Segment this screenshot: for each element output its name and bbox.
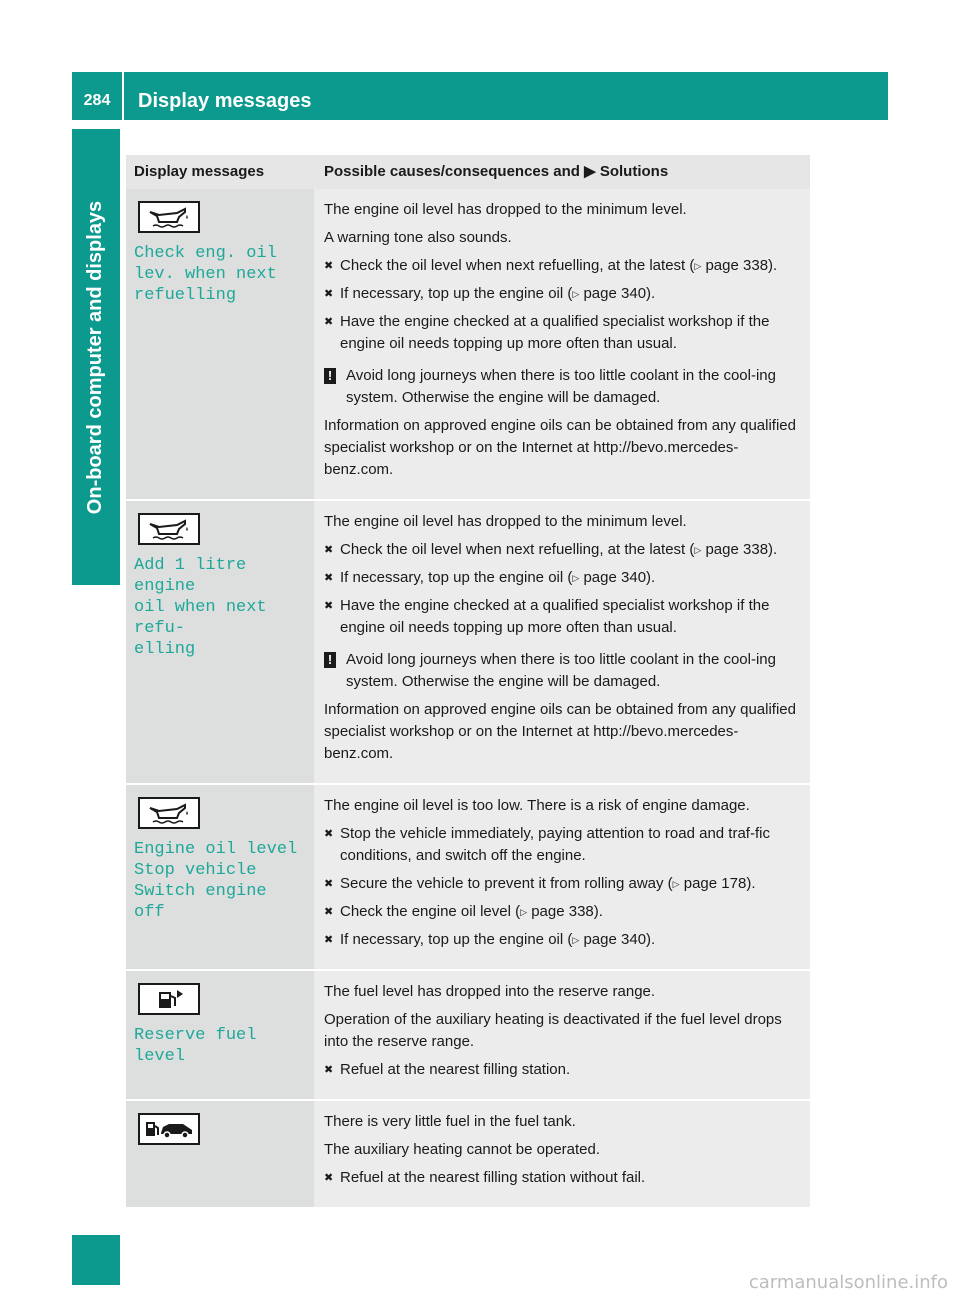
warning-note (324, 365, 802, 409)
step-arrow-icon: ✖ (324, 572, 334, 584)
page-reference-link[interactable]: page 340 (583, 931, 647, 948)
step-arrow-icon: ✖ (324, 1064, 334, 1076)
page-reference-link[interactable]: page 178 (683, 875, 747, 892)
fuel-car-icon (138, 1113, 200, 1145)
page-ref-triangle-icon: ▷ (672, 879, 680, 889)
page-ref-triangle-icon: ▷ (694, 261, 702, 271)
page-reference-link[interactable]: page 338 (531, 903, 594, 920)
solution-step: ✖ Refuel at the nearest filling station without fail. (324, 1167, 802, 1189)
table-row (126, 784, 810, 970)
solutions-cell (314, 970, 810, 1100)
step-arrow-icon: ✖ (324, 878, 334, 890)
step-arrow-icon: ✖ (324, 288, 334, 300)
page-ref-triangle-icon: ▷ (572, 289, 580, 299)
page-reference-link[interactable]: page 338 (705, 257, 769, 274)
solution-step: ✖ Secure the vehicle to prevent it from rolling away (▷ page 178). (324, 873, 802, 895)
page-header (72, 72, 888, 120)
info-text: Information on approved engine oils can be obtained from any qualified specialist workshop or on the Internet at http://bevo.mercedes-benz.com. (324, 417, 796, 478)
cause-text: A warning tone also sounds. (324, 229, 512, 246)
triangle-arrow-icon: ▶ (584, 163, 596, 180)
side-tab-label: On-board computer and displays (84, 200, 107, 514)
solution-step: ✖ Have the engine checked at a qualified specialist workshop if the engine oil needs topping up more often than usual. (324, 595, 802, 639)
oil-can-icon (138, 513, 200, 545)
table-row (126, 970, 810, 1100)
step-arrow-icon: ✖ (324, 316, 334, 328)
page-ref-triangle-icon: ▷ (572, 935, 580, 945)
warning-icon: ! (324, 652, 336, 668)
cause-text: There is very little fuel in the fuel tank. (324, 1113, 576, 1130)
column-header-solutions: Possible causes/consequences and ▶ Solutions (314, 155, 810, 189)
warning-text: Avoid long journeys when there is too little coolant in the cool-ing system. Otherwise the engine will be damaged. (346, 651, 776, 690)
solution-step: ✖ Check the engine oil level (▷ page 338). (324, 901, 802, 923)
step-arrow-icon: ✖ (324, 1172, 334, 1184)
info-text: Information on approved engine oils can be obtained from any qualified specialist workshop or on the Internet at http://bevo.mercedes-benz.com. (324, 701, 796, 762)
solution-step: ✖ Check the oil level when next refuelling, at the latest (▷ page 338). (324, 255, 802, 277)
table-row (126, 1100, 810, 1208)
display-messages-table (126, 155, 810, 1209)
column-header-display-messages: Display messages (126, 155, 314, 189)
step-arrow-icon: ✖ (324, 906, 334, 918)
step-arrow-icon: ✖ (324, 828, 334, 840)
solutions-cell (314, 500, 810, 784)
table-row (126, 189, 810, 500)
solution-step: ✖ If necessary, top up the engine oil (▷ page 340). (324, 567, 802, 589)
cause-text: The auxiliary heating cannot be operated. (324, 1141, 601, 1158)
watermark: carmanualsonline.info (748, 1272, 948, 1293)
display-message-cell (126, 784, 314, 970)
solution-step: ✖ Have the engine checked at a qualified specialist workshop if the engine oil needs topping up more often than usual. (324, 311, 802, 355)
display-message-text: Reserve fuel level (134, 1026, 257, 1066)
solutions-cell (314, 189, 810, 500)
solution-step: ✖ If necessary, top up the engine oil (▷ page 340). (324, 929, 802, 951)
page-ref-triangle-icon: ▷ (694, 545, 702, 555)
page-title: Display messages (138, 89, 312, 112)
page-reference-link[interactable]: page 338 (705, 541, 769, 558)
display-message-cell (126, 500, 314, 784)
solution-step: ✖ Refuel at the nearest filling station. (324, 1059, 802, 1081)
display-message-text: Check eng. oil lev. when next refuelling (134, 244, 277, 305)
page-ref-triangle-icon: ▷ (520, 907, 528, 917)
display-message-cell (126, 189, 314, 500)
page-reference-link[interactable]: page 340 (583, 285, 647, 302)
solution-step: ✖ If necessary, top up the engine oil (▷ page 340). (324, 283, 802, 305)
solution-step: ✖ Check the oil level when next refuelling, at the latest (▷ page 338). (324, 539, 802, 561)
step-arrow-icon: ✖ (324, 544, 334, 556)
page-reference-link[interactable]: page 340 (583, 569, 647, 586)
page-ref-triangle-icon: ▷ (572, 573, 580, 583)
oil-can-icon (138, 797, 200, 829)
side-tab-marker (72, 1235, 120, 1285)
solutions-cell (314, 1100, 810, 1208)
cause-text: The engine oil level has dropped to the minimum level. (324, 201, 687, 218)
display-message-text: Add 1 litre engine oil when next refu‐ elling (134, 556, 267, 659)
fuel-pump-icon (138, 983, 200, 1015)
cause-text: The fuel level has dropped into the reserve range. (324, 983, 656, 1000)
step-arrow-icon: ✖ (324, 260, 334, 272)
page-number: 284 (72, 72, 124, 120)
cause-text: The engine oil level is too low. There is a risk of engine damage. (324, 797, 750, 814)
cause-text: Operation of the auxiliary heating is deactivated if the fuel level drops into the reserve range. (324, 1011, 782, 1050)
solution-step: ✖ Stop the vehicle immediately, paying attention to road and traf-fic conditions, and switch off the engine. (324, 823, 802, 867)
display-message-cell (126, 1100, 314, 1208)
display-message-cell (126, 970, 314, 1100)
oil-can-icon (138, 201, 200, 233)
table-row (126, 500, 810, 784)
step-arrow-icon: ✖ (324, 600, 334, 612)
step-arrow-icon: ✖ (324, 934, 334, 946)
cause-text: The engine oil level has dropped to the minimum level. (324, 513, 687, 530)
warning-note (324, 649, 802, 693)
warning-icon: ! (324, 368, 336, 384)
solutions-cell (314, 784, 810, 970)
warning-text: Avoid long journeys when there is too little coolant in the cool-ing system. Otherwise the engine will be damaged. (346, 367, 776, 406)
display-message-text: Engine oil level Stop vehicle Switch engine off (134, 840, 298, 922)
